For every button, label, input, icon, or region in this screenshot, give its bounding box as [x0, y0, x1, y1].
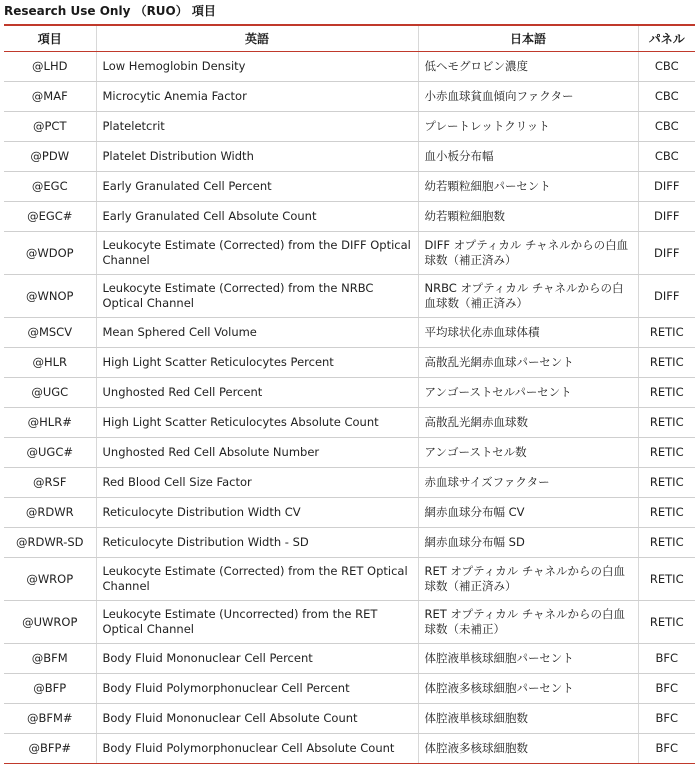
table-row	[4, 232, 695, 275]
japanese-name-cell: 網赤血球分布幅 CV	[418, 498, 638, 528]
japanese-name-cell: 小赤血球貧血傾向ファクター	[418, 82, 638, 112]
table-row	[4, 202, 695, 232]
table-row	[4, 644, 695, 674]
table-body	[4, 52, 695, 764]
english-name-cell: Low Hemoglobin Density	[96, 52, 418, 82]
item-cell: @HLR#	[4, 408, 96, 438]
item-cell: @WROP	[4, 558, 96, 601]
japanese-name-cell: プレートレットクリット	[418, 112, 638, 142]
english-name-cell: Leukocyte Estimate (Corrected) from the NRBC Optical Channel	[96, 275, 418, 318]
item-cell: @BFM	[4, 644, 96, 674]
item-cell: @RDWR	[4, 498, 96, 528]
table-row	[4, 468, 695, 498]
panel-cell: CBC	[638, 52, 695, 82]
table-row	[4, 52, 695, 82]
item-cell: @EGC#	[4, 202, 96, 232]
japanese-name-cell: RET オプティカル チャネルからの白血球数（未補正）	[418, 601, 638, 644]
panel-cell: BFC	[638, 674, 695, 704]
japanese-name-cell: NRBC オプティカル チャネルからの白血球数（補正済み）	[418, 275, 638, 318]
japanese-name-cell: 幼若顆粒細胞パーセント	[418, 172, 638, 202]
japanese-name-cell: アンゴーストセル数	[418, 438, 638, 468]
english-name-cell: Early Granulated Cell Percent	[96, 172, 418, 202]
table-row	[4, 172, 695, 202]
panel-cell: BFC	[638, 704, 695, 734]
panel-cell: RETIC	[638, 601, 695, 644]
item-cell: @UGC#	[4, 438, 96, 468]
english-name-cell: Plateletcrit	[96, 112, 418, 142]
english-name-cell: High Light Scatter Reticulocytes Absolute Count	[96, 408, 418, 438]
item-cell: @BFM#	[4, 704, 96, 734]
item-cell: @BFP	[4, 674, 96, 704]
header-panel: パネル	[638, 25, 695, 52]
japanese-name-cell: 高散乱光網赤血球パーセント	[418, 348, 638, 378]
table-row	[4, 378, 695, 408]
japanese-name-cell: 体腔液多核球細胞パーセント	[418, 674, 638, 704]
japanese-name-cell: 血小板分布幅	[418, 142, 638, 172]
table-row	[4, 498, 695, 528]
panel-cell: DIFF	[638, 232, 695, 275]
panel-cell: RETIC	[638, 348, 695, 378]
item-cell: @PDW	[4, 142, 96, 172]
table-row	[4, 734, 695, 764]
english-name-cell: Body Fluid Mononuclear Cell Percent	[96, 644, 418, 674]
panel-cell: RETIC	[638, 468, 695, 498]
english-name-cell: Leukocyte Estimate (Uncorrected) from the RET Optical Channel	[96, 601, 418, 644]
japanese-name-cell: アンゴーストセルパーセント	[418, 378, 638, 408]
item-cell: @WNOP	[4, 275, 96, 318]
panel-cell: DIFF	[638, 202, 695, 232]
table-row	[4, 558, 695, 601]
panel-cell: RETIC	[638, 558, 695, 601]
table-row	[4, 674, 695, 704]
english-name-cell: Platelet Distribution Width	[96, 142, 418, 172]
panel-cell: DIFF	[638, 172, 695, 202]
panel-cell: RETIC	[638, 408, 695, 438]
item-cell: @BFP#	[4, 734, 96, 764]
english-name-cell: Microcytic Anemia Factor	[96, 82, 418, 112]
table-row	[4, 438, 695, 468]
japanese-name-cell: 幼若顆粒細胞数	[418, 202, 638, 232]
english-name-cell: Body Fluid Polymorphonuclear Cell Percent	[96, 674, 418, 704]
table-row	[4, 82, 695, 112]
table-row	[4, 348, 695, 378]
english-name-cell: Unghosted Red Cell Absolute Number	[96, 438, 418, 468]
english-name-cell: Red Blood Cell Size Factor	[96, 468, 418, 498]
japanese-name-cell: 平均球状化赤血球体積	[418, 318, 638, 348]
item-cell: @EGC	[4, 172, 96, 202]
panel-cell: BFC	[638, 734, 695, 764]
ruo-items-table	[4, 24, 695, 764]
item-cell: @UWROP	[4, 601, 96, 644]
english-name-cell: Early Granulated Cell Absolute Count	[96, 202, 418, 232]
header-japanese: 日本語	[418, 25, 638, 52]
english-name-cell: Unghosted Red Cell Percent	[96, 378, 418, 408]
table-row	[4, 112, 695, 142]
panel-cell: BFC	[638, 644, 695, 674]
english-name-cell: Leukocyte Estimate (Corrected) from the DIFF Optical Channel	[96, 232, 418, 275]
japanese-name-cell: 体腔液単核球細胞パーセント	[418, 644, 638, 674]
header-item: 項目	[4, 25, 96, 52]
item-cell: @HLR	[4, 348, 96, 378]
item-cell: @RSF	[4, 468, 96, 498]
table-caption: Research Use Only （RUO） 項目	[4, 4, 216, 18]
item-cell: @UGC	[4, 378, 96, 408]
header-english: 英語	[96, 25, 418, 52]
table-header-row	[4, 25, 695, 52]
english-name-cell: High Light Scatter Reticulocytes Percent	[96, 348, 418, 378]
japanese-name-cell: 低ヘモグロビン濃度	[418, 52, 638, 82]
panel-cell: CBC	[638, 82, 695, 112]
panel-cell: RETIC	[638, 318, 695, 348]
japanese-name-cell: RET オプティカル チャネルからの白血球数（補正済み）	[418, 558, 638, 601]
japanese-name-cell: 赤血球サイズファクター	[418, 468, 638, 498]
table-row	[4, 601, 695, 644]
panel-cell: RETIC	[638, 438, 695, 468]
english-name-cell: Body Fluid Polymorphonuclear Cell Absolute Count	[96, 734, 418, 764]
item-cell: @RDWR-SD	[4, 528, 96, 558]
panel-cell: DIFF	[638, 275, 695, 318]
item-cell: @LHD	[4, 52, 96, 82]
english-name-cell: Reticulocyte Distribution Width CV	[96, 498, 418, 528]
japanese-name-cell: 高散乱光網赤血球数	[418, 408, 638, 438]
table-row	[4, 408, 695, 438]
item-cell: @MSCV	[4, 318, 96, 348]
panel-cell: CBC	[638, 112, 695, 142]
english-name-cell: Mean Sphered Cell Volume	[96, 318, 418, 348]
japanese-name-cell: 網赤血球分布幅 SD	[418, 528, 638, 558]
table-row	[4, 318, 695, 348]
japanese-name-cell: 体腔液単核球細胞数	[418, 704, 638, 734]
table-row	[4, 275, 695, 318]
japanese-name-cell: DIFF オプティカル チャネルからの白血球数（補正済み）	[418, 232, 638, 275]
item-cell: @PCT	[4, 112, 96, 142]
english-name-cell: Leukocyte Estimate (Corrected) from the RET Optical Channel	[96, 558, 418, 601]
japanese-name-cell: 体腔液多核球細胞数	[418, 734, 638, 764]
item-cell: @MAF	[4, 82, 96, 112]
table-row	[4, 142, 695, 172]
item-cell: @WDOP	[4, 232, 96, 275]
english-name-cell: Reticulocyte Distribution Width - SD	[96, 528, 418, 558]
panel-cell: RETIC	[638, 528, 695, 558]
english-name-cell: Body Fluid Mononuclear Cell Absolute Count	[96, 704, 418, 734]
table-row	[4, 704, 695, 734]
panel-cell: CBC	[638, 142, 695, 172]
table-row	[4, 528, 695, 558]
panel-cell: RETIC	[638, 378, 695, 408]
panel-cell: RETIC	[638, 498, 695, 528]
